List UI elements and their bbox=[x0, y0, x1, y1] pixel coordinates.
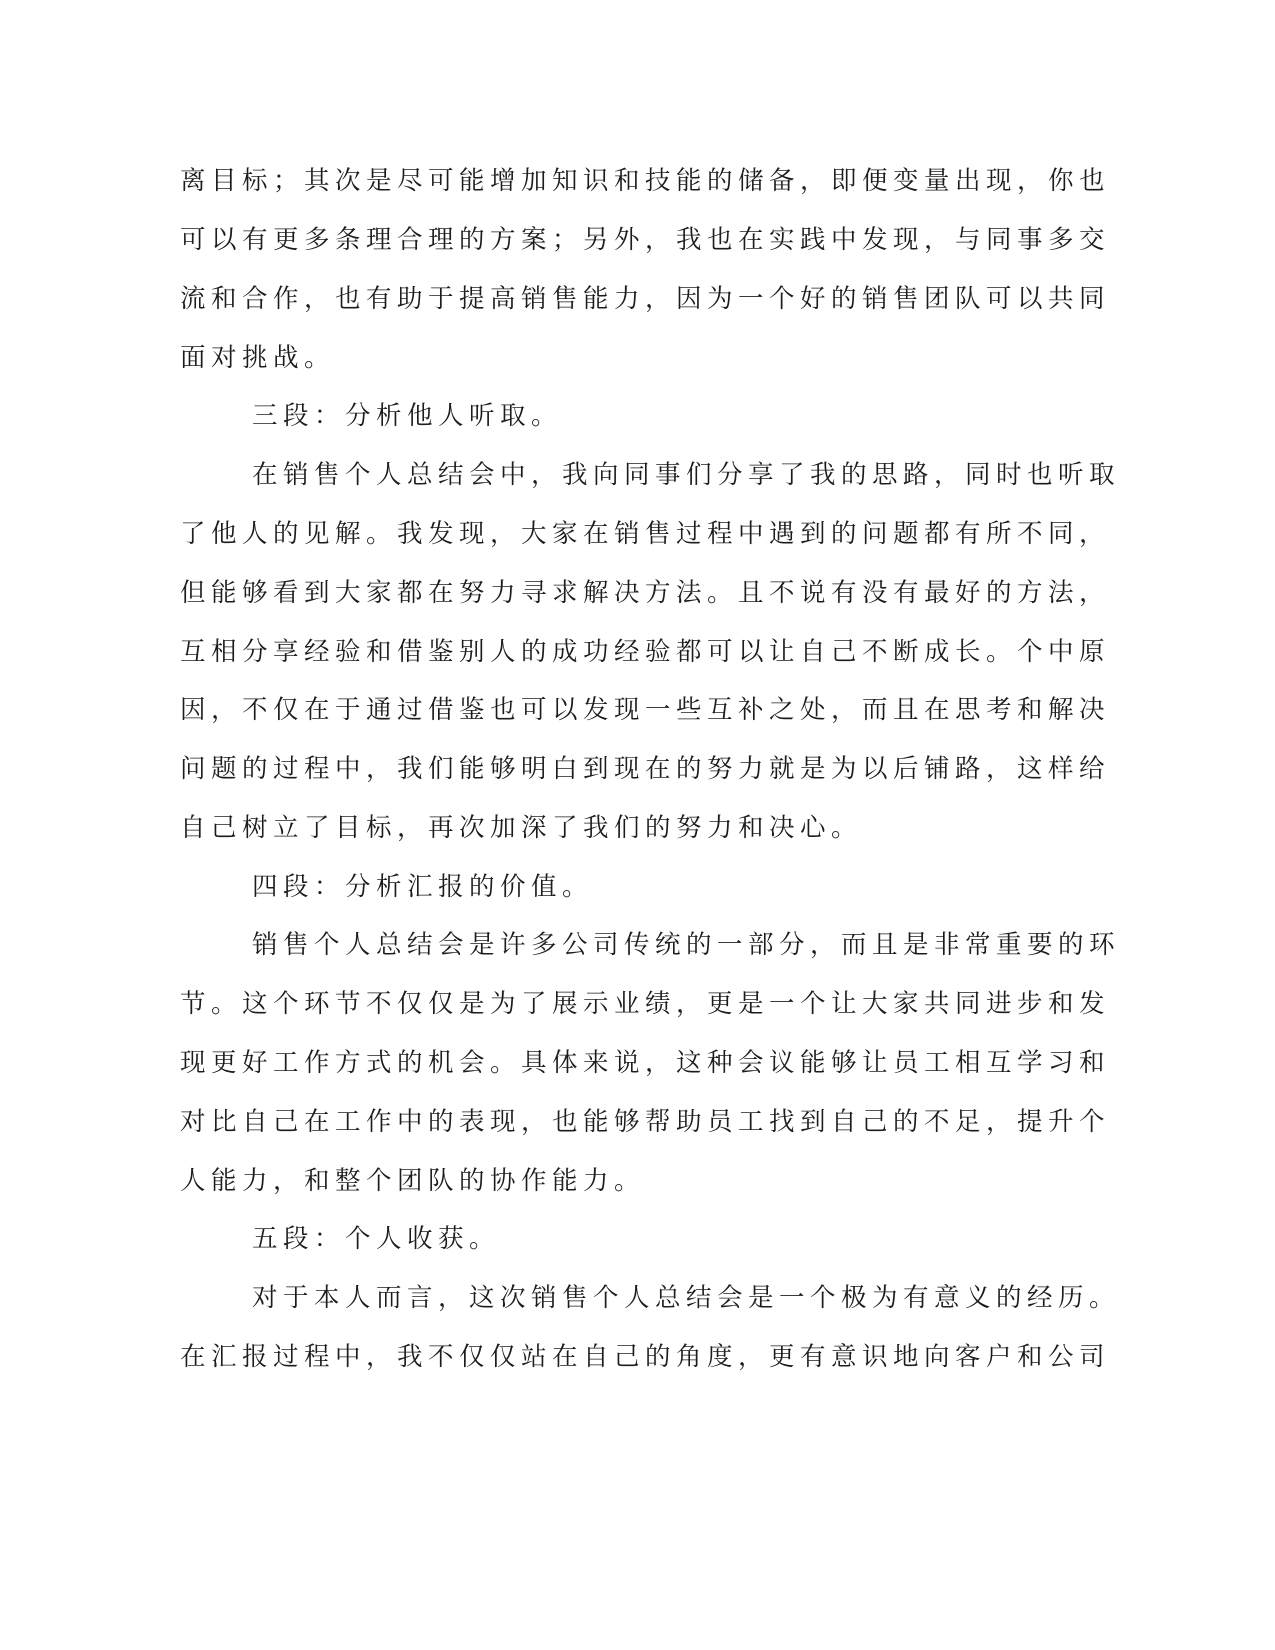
paragraph-line: 对于本人而言，这次销售个人总结会是一个极为有意义的经历。 bbox=[252, 1283, 1121, 1313]
paragraph-line: 离目标；其次是尽可能增加知识和技能的储备，即便变量出现，你也 bbox=[180, 166, 1111, 196]
paragraph-line: 节。这个环节不仅仅是为了展示业绩，更是一个让大家共同进步和发 bbox=[180, 989, 1111, 1019]
section-heading: 四段：分析汇报的价值。 bbox=[252, 872, 594, 902]
paragraph-line: 面对挑战。 bbox=[180, 343, 336, 373]
paragraph-line: 在销售个人总结会中，我向同事们分享了我的思路，同时也听取 bbox=[252, 460, 1121, 490]
section-heading: 五段：个人收获。 bbox=[252, 1224, 501, 1254]
paragraph-line: 现更好工作方式的机会。具体来说，这种会议能够让员工相互学习和 bbox=[180, 1048, 1111, 1078]
paragraph-line: 自己树立了目标，再次加深了我们的努力和决心。 bbox=[180, 813, 863, 843]
paragraph-line: 问题的过程中，我们能够明白到现在的努力就是为以后铺路，这样给 bbox=[180, 754, 1111, 784]
section-heading: 三段：分析他人听取。 bbox=[252, 401, 563, 431]
paragraph-line: 互相分享经验和借鉴别人的成功经验都可以让自己不断成长。个中原 bbox=[180, 637, 1111, 667]
paragraph-line: 流和合作，也有助于提高销售能力，因为一个好的销售团队可以共同 bbox=[180, 284, 1111, 314]
paragraph-line: 可以有更多条理合理的方案；另外，我也在实践中发现，与同事多交 bbox=[180, 225, 1111, 255]
paragraph-line: 对比自己在工作中的表现，也能够帮助员工找到自己的不足，提升个 bbox=[180, 1107, 1111, 1137]
paragraph-line: 在汇报过程中，我不仅仅站在自己的角度，更有意识地向客户和公司 bbox=[180, 1342, 1111, 1372]
paragraph-line: 销售个人总结会是许多公司传统的一部分，而且是非常重要的环 bbox=[252, 930, 1121, 960]
paragraph-line: 因，不仅在于通过借鉴也可以发现一些互补之处，而且在思考和解决 bbox=[180, 695, 1111, 725]
paragraph-line: 人能力，和整个团队的协作能力。 bbox=[180, 1166, 646, 1196]
paragraph-line: 但能够看到大家都在努力寻求解决方法。且不说有没有最好的方法， bbox=[180, 578, 1111, 608]
paragraph-line: 了他人的见解。我发现，大家在销售过程中遇到的问题都有所不同， bbox=[180, 519, 1111, 549]
